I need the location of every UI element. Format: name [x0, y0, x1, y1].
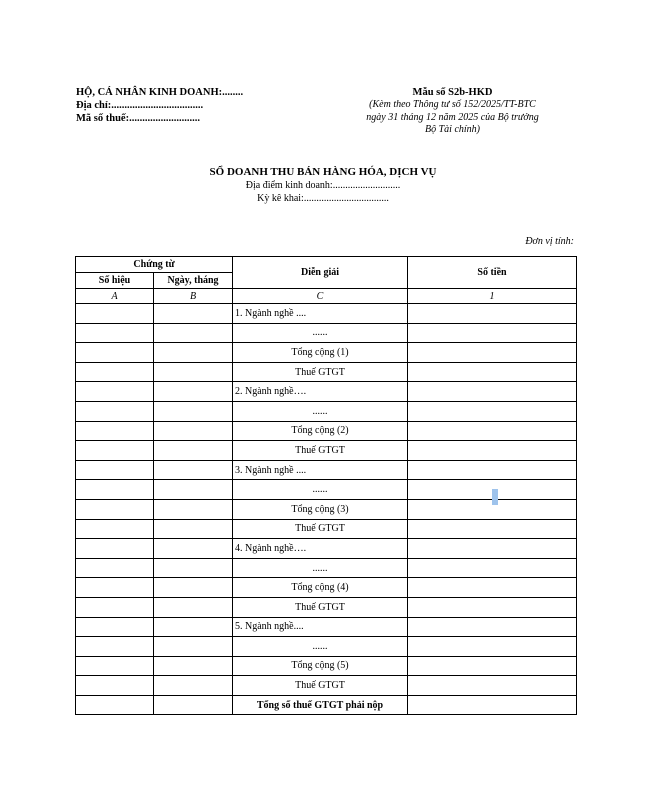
- amount-cell[interactable]: [408, 656, 577, 676]
- description-cell: Thuế GTGT: [233, 362, 408, 382]
- voucher-number-cell[interactable]: [76, 343, 154, 363]
- form-info: [350, 86, 555, 137]
- table-row: [76, 480, 577, 500]
- voucher-number-cell[interactable]: [76, 323, 154, 343]
- table-row: [76, 343, 577, 363]
- form-code: Mẫu số S2b-HKD: [412, 87, 493, 98]
- voucher-number-cell[interactable]: [76, 695, 154, 715]
- amount-cell[interactable]: [408, 676, 577, 696]
- amount-cell[interactable]: [408, 323, 577, 343]
- amount-cell[interactable]: [408, 441, 577, 461]
- voucher-number-cell[interactable]: [76, 617, 154, 637]
- table-row: [76, 637, 577, 657]
- description-cell: 5. Ngành nghề....: [233, 617, 408, 637]
- description-cell: Thuế GTGT: [233, 676, 408, 696]
- column-letters-row: [76, 289, 577, 304]
- amount-cell[interactable]: [408, 578, 577, 598]
- table-row: [76, 304, 577, 324]
- voucher-date-header: Ngày, tháng: [154, 273, 233, 289]
- column-letter: 1: [408, 289, 577, 304]
- table-row: [76, 519, 577, 539]
- amount-cell[interactable]: [408, 304, 577, 324]
- voucher-number-cell[interactable]: [76, 539, 154, 559]
- table-row: [76, 421, 577, 441]
- description-cell: Thuế GTGT: [233, 597, 408, 617]
- table-row: [76, 499, 577, 519]
- amount-cell[interactable]: [408, 558, 577, 578]
- description-cell: 3. Ngành nghề ....: [233, 460, 408, 480]
- description-cell: ......: [233, 401, 408, 421]
- table-row: [76, 441, 577, 461]
- total-tax-label: Tổng số thuế GTGT phải nộp: [233, 695, 408, 715]
- business-address: Địa chỉ:...................................: [76, 100, 204, 111]
- description-cell: ......: [233, 323, 408, 343]
- voucher-date-cell[interactable]: [154, 637, 233, 657]
- voucher-number-header: Số hiệu: [76, 273, 154, 289]
- amount-cell[interactable]: [408, 637, 577, 657]
- voucher-date-cell[interactable]: [154, 676, 233, 696]
- voucher-date-cell[interactable]: [154, 539, 233, 559]
- column-letter: C: [233, 289, 408, 304]
- table-row: [76, 558, 577, 578]
- description-cell: ......: [233, 480, 408, 500]
- table-row: [76, 617, 577, 637]
- voucher-date-cell[interactable]: [154, 695, 233, 715]
- amount-cell[interactable]: [408, 382, 577, 402]
- table-row: [76, 460, 577, 480]
- amount-cell[interactable]: [408, 597, 577, 617]
- voucher-date-cell[interactable]: [154, 597, 233, 617]
- voucher-number-cell[interactable]: [76, 578, 154, 598]
- column-letter: A: [76, 289, 154, 304]
- table-row: [76, 539, 577, 559]
- table-row: [76, 597, 577, 617]
- voucher-date-cell[interactable]: [154, 382, 233, 402]
- text-cursor-selection: [492, 489, 498, 505]
- voucher-number-cell[interactable]: [76, 480, 154, 500]
- table-row: [76, 578, 577, 598]
- table-row: [76, 695, 577, 715]
- voucher-date-cell[interactable]: [154, 421, 233, 441]
- description-cell: 4. Ngành nghề….: [233, 539, 408, 559]
- business-info: [76, 86, 243, 125]
- form-note-3: Bộ Tài chính): [425, 124, 480, 135]
- description-cell: 1. Ngành nghề ....: [233, 304, 408, 324]
- voucher-number-cell[interactable]: [76, 421, 154, 441]
- voucher-date-cell[interactable]: [154, 441, 233, 461]
- description-cell: Thuế GTGT: [233, 519, 408, 539]
- description-cell: 2. Ngành nghề….: [233, 382, 408, 402]
- table-row: [76, 401, 577, 421]
- amount-cell[interactable]: [408, 539, 577, 559]
- voucher-number-cell[interactable]: [76, 656, 154, 676]
- table-row: [76, 382, 577, 402]
- amount-cell[interactable]: [408, 401, 577, 421]
- revenue-table: [75, 256, 577, 715]
- amount-cell[interactable]: [408, 343, 577, 363]
- voucher-number-cell[interactable]: [76, 676, 154, 696]
- currency-unit: Đơn vị tính:: [525, 236, 574, 247]
- amount-cell[interactable]: [408, 695, 577, 715]
- form-note-1: (Kèm theo Thông tư số 152/2025/TT-BTC: [369, 99, 536, 110]
- amount-header: Số tiền: [408, 257, 577, 289]
- voucher-date-cell[interactable]: [154, 558, 233, 578]
- voucher-number-cell[interactable]: [76, 597, 154, 617]
- voucher-date-cell[interactable]: [154, 578, 233, 598]
- amount-cell[interactable]: [408, 362, 577, 382]
- voucher-date-cell[interactable]: [154, 480, 233, 500]
- voucher-date-cell[interactable]: [154, 362, 233, 382]
- voucher-number-cell[interactable]: [76, 558, 154, 578]
- amount-cell[interactable]: [408, 421, 577, 441]
- form-note-2: ngày 31 tháng 12 năm 2025 của Bộ trưởng: [366, 111, 539, 123]
- voucher-date-cell[interactable]: [154, 519, 233, 539]
- voucher-date-cell[interactable]: [154, 323, 233, 343]
- voucher-date-cell[interactable]: [154, 499, 233, 519]
- description-cell: Tổng cộng (5): [233, 656, 408, 676]
- voucher-number-cell[interactable]: [76, 401, 154, 421]
- voucher-number-cell[interactable]: [76, 499, 154, 519]
- voucher-date-cell[interactable]: [154, 656, 233, 676]
- voucher-number-cell[interactable]: [76, 382, 154, 402]
- amount-cell[interactable]: [408, 519, 577, 539]
- amount-cell[interactable]: [408, 617, 577, 637]
- table-row: [76, 323, 577, 343]
- voucher-number-cell[interactable]: [76, 519, 154, 539]
- description-cell: Tổng cộng (3): [233, 499, 408, 519]
- voucher-date-cell[interactable]: [154, 460, 233, 480]
- description-header: Diễn giải: [233, 257, 408, 289]
- voucher-header: Chứng từ: [76, 257, 233, 273]
- voucher-date-cell[interactable]: [154, 617, 233, 637]
- voucher-number-cell[interactable]: [76, 637, 154, 657]
- business-name: HỘ, CÁ NHÂN KINH DOANH:........: [76, 87, 244, 98]
- voucher-date-cell[interactable]: [154, 304, 233, 324]
- table-row: [76, 656, 577, 676]
- voucher-number-cell[interactable]: [76, 304, 154, 324]
- document-title: SỔ DOANH THU BÁN HÀNG HÓA, DỊCH VỤ: [209, 166, 437, 178]
- amount-cell[interactable]: [408, 460, 577, 480]
- voucher-date-cell[interactable]: [154, 401, 233, 421]
- business-location: Địa điểm kinh doanh:...........................: [245, 180, 401, 191]
- description-cell: ......: [233, 637, 408, 657]
- voucher-number-cell[interactable]: [76, 441, 154, 461]
- column-letter: B: [154, 289, 233, 304]
- description-cell: Tổng cộng (4): [233, 578, 408, 598]
- voucher-date-cell[interactable]: [154, 343, 233, 363]
- tax-code: Mã số thuế:...........................: [76, 113, 200, 124]
- description-cell: Tổng cộng (1): [233, 343, 408, 363]
- declaration-period: Kỳ kê khai:..................................: [257, 193, 389, 204]
- description-cell: ......: [233, 558, 408, 578]
- description-cell: Thuế GTGT: [233, 441, 408, 461]
- table-row: [76, 362, 577, 382]
- table-row: [76, 676, 577, 696]
- voucher-number-cell[interactable]: [76, 362, 154, 382]
- voucher-number-cell[interactable]: [76, 460, 154, 480]
- description-cell: Tổng cộng (2): [233, 421, 408, 441]
